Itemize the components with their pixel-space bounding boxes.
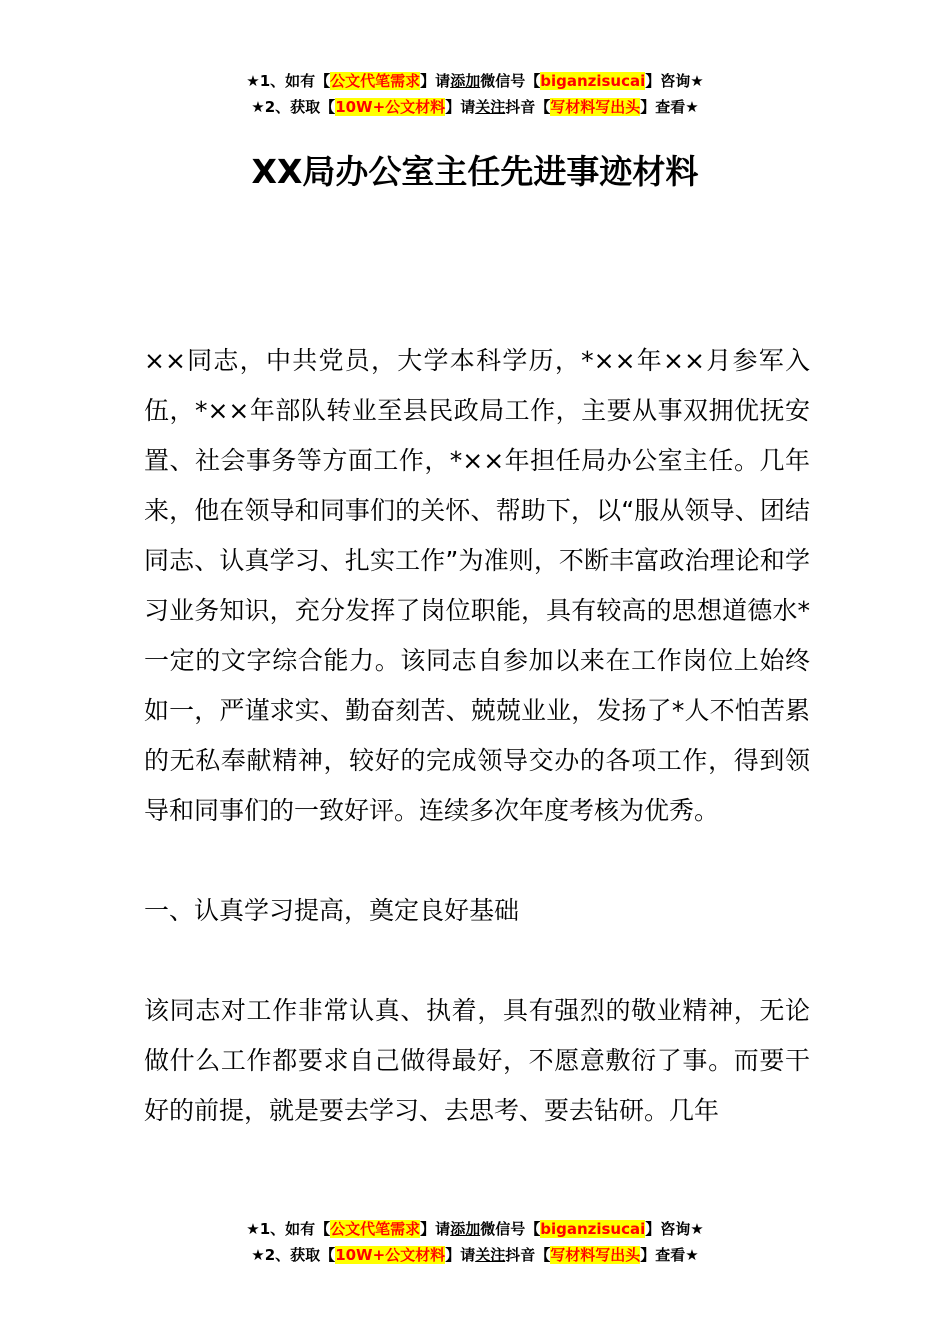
- banner-highlight-douyin: 写材料写出头: [550, 1246, 641, 1264]
- banner-text: 】请: [445, 98, 476, 116]
- header-banner-line-1: [0, 68, 950, 94]
- paragraph-spacer: [144, 936, 810, 986]
- banner-text: 】查看★: [640, 98, 699, 116]
- document-title: XX局办公室主任先进事迹材料: [251, 152, 699, 191]
- banner-underline-follow: 关注: [475, 98, 506, 116]
- paragraph-spacer: [144, 836, 810, 886]
- banner-highlight-wechat-id: biganzisucai: [540, 72, 646, 90]
- banner-underline-add: 添加: [450, 72, 481, 90]
- banner-text: 】查看★: [640, 1246, 699, 1264]
- banner-text: ★2、获取【: [251, 98, 336, 116]
- body-paragraph-section-1: 该同志对工作非常认真、执着，具有强烈的敬业精神，无论做什么工作都要求自己做得最好，不愿意敷衍了事。而要干好的前提，就是要去学习、去思考、要去钻研。几年: [144, 996, 810, 1125]
- banner-text: 微信号【: [480, 72, 541, 90]
- banner-highlight-douyin: 写材料写出头: [550, 98, 641, 116]
- banner-underline-add: 添加: [450, 1220, 481, 1238]
- header-banner-line-2: [0, 94, 950, 120]
- banner-text: 抖音【: [505, 1246, 551, 1264]
- banner-text: ★2、获取【: [251, 1246, 336, 1264]
- banner-highlight-service: 公文代笔需求: [330, 1220, 421, 1238]
- banner-text: ★1、如有【: [246, 72, 331, 90]
- banner-text: 】请: [420, 72, 451, 90]
- footer-banner: [0, 1216, 950, 1268]
- banner-text: 抖音【: [505, 98, 551, 116]
- banner-text: 】请: [420, 1220, 451, 1238]
- footer-banner-line-2: [0, 1242, 950, 1268]
- banner-highlight-wechat-id: biganzisucai: [540, 1220, 646, 1238]
- banner-highlight-materials: 10W+公文材料: [335, 98, 446, 116]
- header-banner: [0, 68, 950, 120]
- banner-highlight-service: 公文代笔需求: [330, 72, 421, 90]
- body-paragraph-intro: ××同志，中共党员，大学本科学历，*××年××月参军入伍，*××年部队转业至县民政局工作，主要从事双拥优抚安置、社会事务等方面工作，*××年担任局办公室主任。几年来，他在领导和同事们的关怀、帮助下，以“服从领导、团结同志、认真学习、扎实工作”为准则，不断丰富政治理论和学习业务知识，充分发挥了岗位职能，具有较高的思想道德水*一定的文字综合能力。该同志自参加以来在工作岗位上始终如一，严谨求实、勤奋刻苦、兢兢业业，发扬了*人不怕苦累的无私奉献精神，较好的完成领导交办的各项工作，得到领导和同事们的一致好评。连续多次年度考核为优秀。: [144, 346, 810, 825]
- banner-text: 】咨询★: [645, 72, 704, 90]
- document-body: [144, 336, 810, 1136]
- banner-text: 微信号【: [480, 1220, 541, 1238]
- banner-text: 】请: [445, 1246, 476, 1264]
- footer-banner-line-1: [0, 1216, 950, 1242]
- banner-highlight-materials: 10W+公文材料: [335, 1246, 446, 1264]
- section-heading-1: 一、认真学习提高，奠定良好基础: [144, 896, 520, 925]
- banner-text: ★1、如有【: [246, 1220, 331, 1238]
- banner-underline-follow: 关注: [475, 1246, 506, 1264]
- banner-text: 】咨询★: [645, 1220, 704, 1238]
